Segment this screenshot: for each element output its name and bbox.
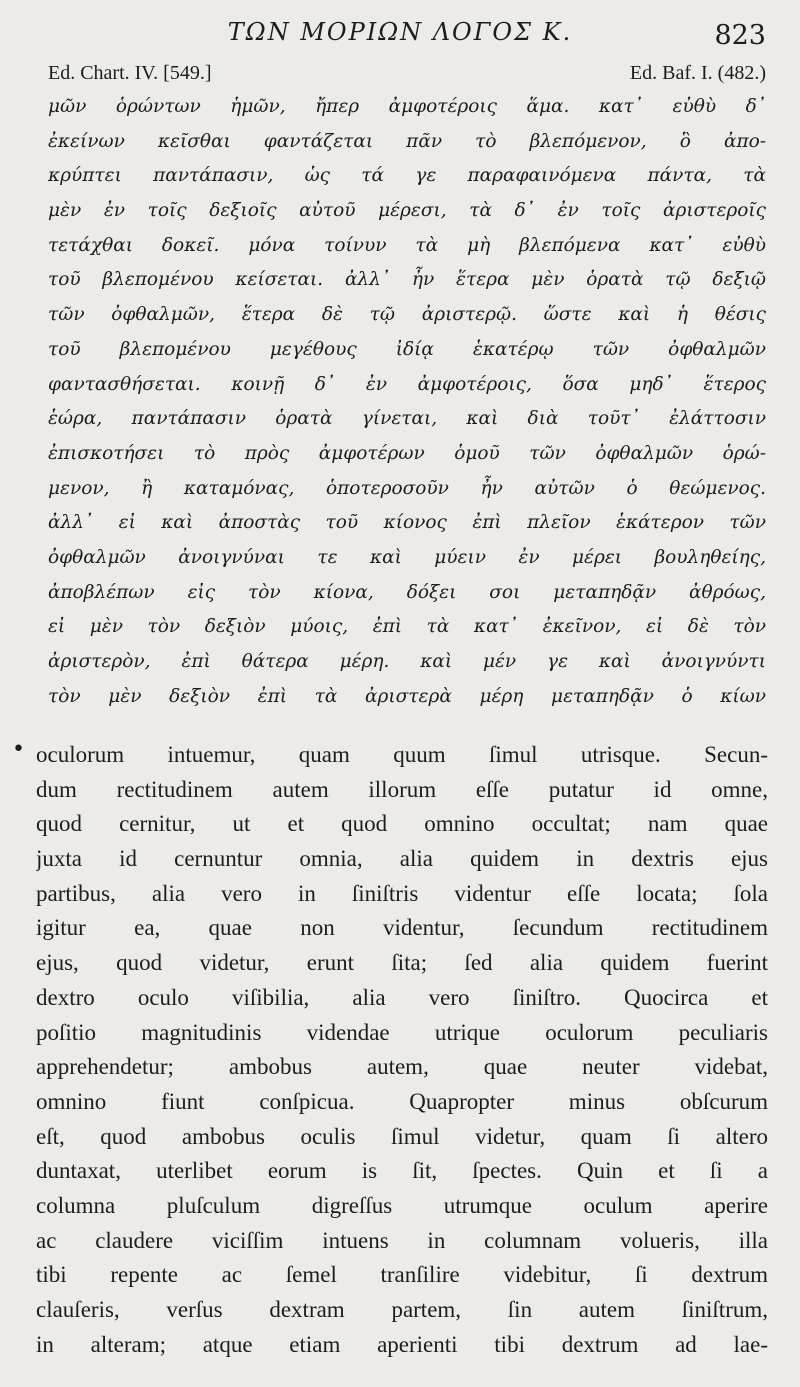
- latin-text-line: tibi repente ac ſemel tranſilire videbitur, ſi dextrum: [36, 1262, 768, 1288]
- latin-text-line: oculorum intuemur, quam quum ſimul utrisque. Secun-: [36, 742, 768, 767]
- latin-text-line: duntaxat, uterlibet eorum is ſit, ſpectes. Quin et ſi a: [36, 1158, 768, 1184]
- latin-text-line: quod cernitur, ut et quod omnino occultat; nam quae: [36, 811, 768, 837]
- latin-text-line: dum rectitudinem autem illorum eſſe putatur id omne,: [36, 776, 768, 802]
- greek-text-line: τετάχθαι δοκεῖ. μόνα τοίνυν τὰ μὴ βλεπόμενα κατ᾿ εὐθὺ: [48, 234, 766, 256]
- greek-text-line: τοῦ βλεπομένου κείσεται. ἀλλ᾿ ἦν ἕτερα μὲν ὁρατὰ τῷ δεξιῷ: [48, 269, 766, 291]
- latin-text-line: poſitio magnitudinis videndae utrique oculorum peculiaris: [36, 1019, 768, 1045]
- greek-text-line: τῶν ὀφθαλμῶν, ἕτερα δὲ τῷ ἀριστερῷ. ὥστε καὶ ἡ θέσις: [48, 304, 766, 326]
- latin-text-line: omnino fiunt conſpicua. Quaproрter minus obſcurum: [36, 1088, 768, 1114]
- greek-text-line: ἀριστερὸν, ἐπὶ θάτερα μέρη. καὶ μέν γε καὶ ἀνοιγνύντι: [48, 651, 766, 672]
- latin-text-line: ac claudere viciſſim intuens in columnam volueris, illa: [36, 1227, 768, 1253]
- running-head: [0, 18, 800, 54]
- latin-text-line: apprehendetur; ambobus autem, quae neuter videbat,: [36, 1054, 768, 1080]
- greek-text-line: κρύπτει παντάπασιν, ὡς τά γε παραφαινόμενα πάντα, τὰ: [48, 165, 766, 187]
- edition-references: [48, 62, 766, 88]
- latin-text-line: clauſeris, verſus dextram partem, ſin autem ſiniſtrum,: [36, 1297, 768, 1322]
- greek-text-line: εἰ μὲν τὸν δεξιὸν μύοις, ἐπὶ τὰ κατ᾿ ἐκεῖνον, εἰ δὲ τὸν: [48, 616, 766, 638]
- section-mark: •: [12, 737, 25, 762]
- latin-text-line: igitur ea, quae non videntur, ſecundum rectitudinem: [36, 915, 768, 941]
- latin-text-line: columna pluſculum digreſſus utrumque oculum aperire: [36, 1192, 768, 1218]
- edition-basel-reference: Ed. Baf. I. (482.): [629, 62, 766, 84]
- edition-chartier-reference: Ed. Chart. IV. [549.]: [48, 62, 212, 84]
- greek-text-line: ἐπισκοτήσει τὸ πρὸς ἀμφοτέρων ὁμοῦ τῶν ὀφθαλμῶν ὁρώ-: [48, 442, 766, 464]
- latin-text-line: partibus, alia vero in ſiniſtris videntur eſſe locata; ſola: [36, 880, 768, 906]
- latin-text-line: dextro oculo viſibilia, alia vero ſiniſtro. Quocirca et: [36, 984, 768, 1010]
- greek-text-line: ἀλλ᾿ εἰ καὶ ἀποστὰς τοῦ κίονος ἐπὶ πλεῖον ἑκάτερον τῶν: [48, 512, 766, 534]
- greek-text-line: μενον, ἢ καταμόνας, ὁποτεροσοῦν ἦν αὐτῶν ὁ θεώμενος.: [48, 477, 766, 499]
- greek-text-line: τοῦ βλεπομένου μεγέθους ἰδίᾳ ἑκατέρῳ τῶν ὀφθαλμῶν: [48, 338, 766, 360]
- greek-text-line: μῶν ὁρώντων ἡμῶν, ἤπερ ἀμφοτέροις ἅμα. κατ᾿ εὐθὺ δ᾿: [48, 96, 766, 117]
- greek-text-block: [48, 90, 766, 714]
- greek-text-line: ὀφθαλμῶν ἀνοιγνύναι τε καὶ μύειν ἐν μέρει βουληθείης,: [48, 546, 766, 568]
- running-title: ΤΩΝ ΜΟΡΙΩΝ ΛΟΓΟΣ Κ.: [227, 18, 573, 46]
- greek-text-line: φαντασθήσεται. κοινῇ δ᾿ ἐν ἀμφοτέροις, ὅσα μηδ᾿ ἕτερος: [48, 373, 766, 395]
- greek-text-line: μὲν ἐν τοῖς δεξιοῖς αὐτοῦ μέρεσι, τὰ δ᾿ ἐν τοῖς ἀριστεροῖς: [48, 200, 766, 222]
- latin-text-line: juxta id cernuntur omnia, alia quidem in dextris ejus: [36, 846, 768, 872]
- latin-text-line: eſt, quod ambobus oculis ſimul videtur, quam ſi altero: [36, 1123, 768, 1149]
- latin-text-line: ejus, quod videtur, erunt ſita; ſed alia quidem fuerint: [36, 950, 768, 976]
- greek-text-line: ἐκείνων κεῖσθαι φαντάζεται πᾶν τὸ βλεπόμενον, ὃ ἀπο-: [48, 130, 766, 152]
- page-number: 823: [714, 20, 766, 51]
- greek-text-line: ἑώρα, παντάπασιν ὁρατὰ γίνεται, καὶ διὰ τοῦτ᾿ ἐλάττοσιν: [48, 408, 766, 430]
- latin-text-line: in alteram; atque etiam aperienti tibi dextrum ad lae-: [36, 1331, 768, 1357]
- latin-text-block: [36, 738, 768, 1362]
- greek-text-line: ἀποβλέπων εἰς τὸν κίονα, δόξει σοι μεταπηδᾷν ἀθρόως,: [48, 581, 766, 603]
- greek-text-line: τὸν μὲν δεξιὸν ἐπὶ τὰ ἀριστερὰ μέρη μεταπηδᾷν ὁ κίων: [48, 685, 766, 707]
